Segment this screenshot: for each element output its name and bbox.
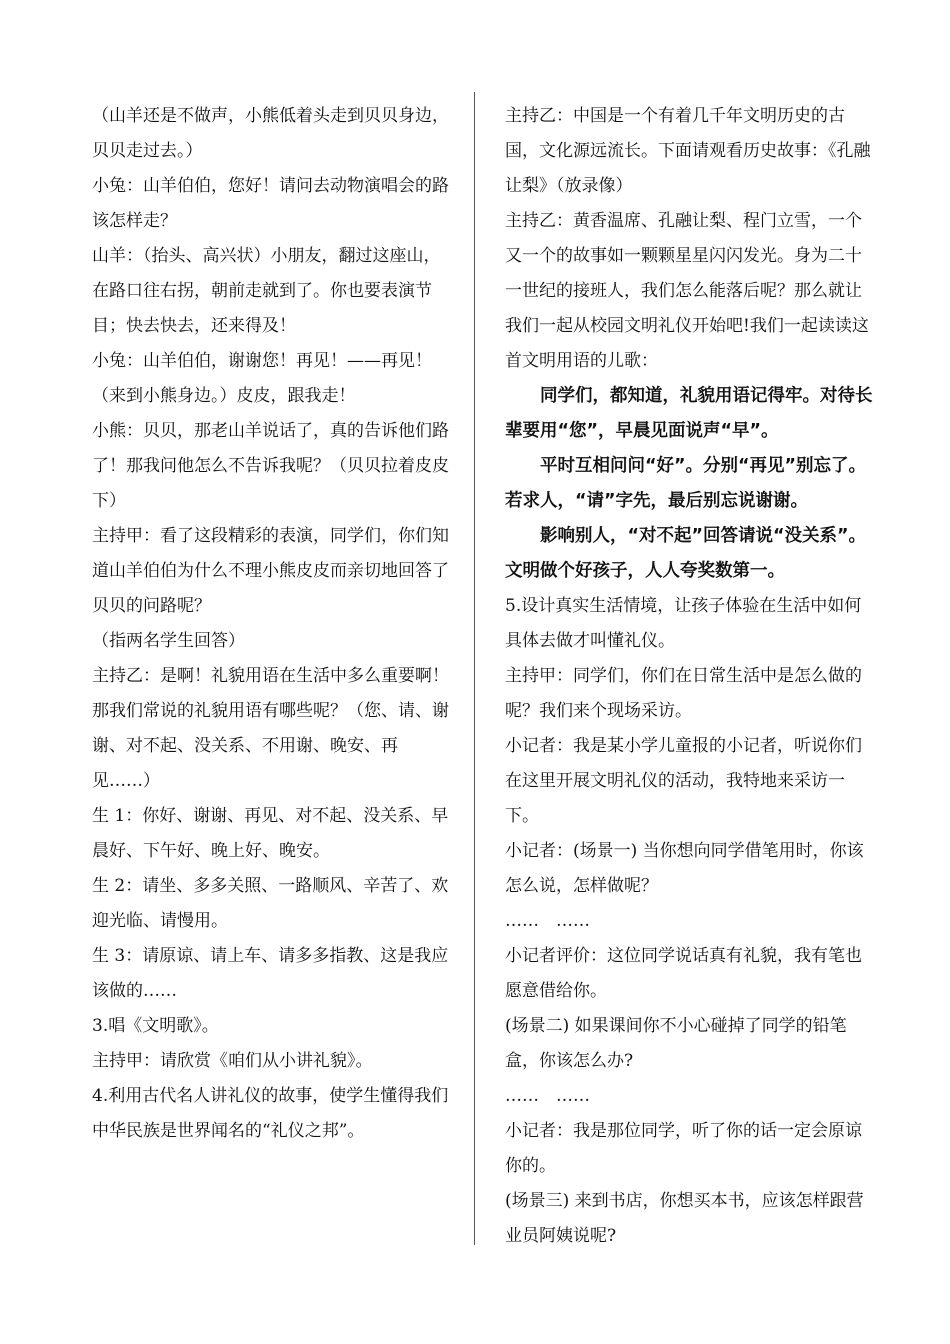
paragraph: 生 3：请原谅、请上车、请多多指教、这是我应该做的…… <box>92 946 449 1001</box>
paragraph: 生 1：你好、谢谢、再见、对不起、没关系、早晨好、下午好、晚上好、晚安。 <box>92 806 449 861</box>
paragraph: (场景三) 来到书店，你想买本书，应该怎样跟营业员阿姨说呢? <box>505 1191 864 1246</box>
poem-stanza: 影响别人，“对不起”回答请说“没关系”。文明做个好孩子，人人夸奖数第一。 <box>505 526 867 581</box>
paragraph: 小记者：(场景一) 当你想向同学借笔用时，你该怎么说，怎样做呢？ <box>505 841 864 896</box>
left-column <box>92 99 452 1149</box>
paragraph: 5.设计真实生活情境，让孩子体验在生活中如何具体去做才叫懂礼仪。 <box>505 596 862 651</box>
paragraph: 山羊：（抬头、高兴状）小朋友，翻过这座山，在路口往右拐，朝前走就到了。你也要表演节目；快去快去，还来得及！ <box>92 246 441 336</box>
ellipsis-line: …… …… <box>505 1086 590 1106</box>
paragraph: 主持乙：中国是一个有着几千年文明历史的古国，文化源远流长。下面请观看历史故事：《孔融让梨》（放录像） <box>505 106 871 196</box>
paragraph: 小熊：贝贝，那老山羊说话了，真的告诉他们路了！那我问他怎么不告诉我呢？（贝贝拉着皮皮下） <box>92 421 449 511</box>
paragraph: 小兔：山羊伯伯，谢谢您！再见！——再见！（来到小熊身边。）皮皮，跟我走！ <box>92 351 432 406</box>
paragraph: 小兔：山羊伯伯，您好！请问去动物演唱会的路该怎样走？ <box>92 176 449 231</box>
paragraph: 小记者评价：这位同学说话真有礼貌，我有笔也愿意借给你。 <box>505 946 862 1001</box>
paragraph: 生 2：请坐、多多关照、一路顺风、辛苦了、欢迎光临、请慢用。 <box>92 876 449 931</box>
paragraph: 主持甲：看了这段精彩的表演，同学们，你们知道山羊伯伯为什么不理小熊皮皮而亲切地回答了贝贝的问路呢？ <box>92 526 449 616</box>
paragraph: 主持乙：是啊！礼貌用语在生活中多么重要啊！那我们常说的礼貌用语有哪些呢？（您、请、谢谢、对不起、没关系、不用谢、晚安、再见……） <box>92 666 449 791</box>
paragraph: （指两名学生回答） <box>92 631 245 651</box>
paragraph: （山羊还是不做声，小熊低着头走到贝贝身边，贝贝走过去。） <box>92 106 449 161</box>
right-column <box>505 99 875 1254</box>
paragraph: 主持甲：同学们，你们在日常生活中是怎么做的呢？我们来个现场采访。 <box>505 666 862 721</box>
paragraph: 小记者：我是某小学儿童报的小记者，听说你们在这里开展文明礼仪的活动，我特地来采访一下。 <box>505 736 862 826</box>
column-divider <box>474 92 475 1245</box>
paragraph: 4.利用古代名人讲礼仪的故事，使学生懂得我们中华民族是世界闻名的“礼仪之邦”。 <box>92 1086 449 1141</box>
poem-stanza: 平时互相问问“好”。分别“再见”别忘了。若求人，“请”字先，最后别忘说谢谢。 <box>505 456 867 511</box>
paragraph: (场景二) 如果课间你不小心碰掉了同学的铅笔盒，你该怎么办? <box>505 1016 847 1071</box>
paragraph: 主持乙：黄香温席、孔融让梨、程门立雪，一个又一个的故事如一颗颗星星闪闪发光。身为二十一世纪的接班人，我们怎么能落后呢？那么就让我们一起从校园文明礼仪开始吧!我们一起读读这首文明用语的儿歌： <box>505 211 869 371</box>
ellipsis-line: …… …… <box>505 911 590 931</box>
paragraph: 3.唱《文明歌》。 <box>92 1016 219 1036</box>
paragraph: 主持甲：请欣赏《咱们从小讲礼貌》。 <box>92 1051 373 1071</box>
poem-stanza: 同学们，都知道，礼貌用语记得牢。对待长辈要用“您”，早晨见面说声“早”。 <box>505 386 873 441</box>
paragraph: 小记者：我是那位同学，听了你的话一定会原谅你的。 <box>505 1121 862 1176</box>
